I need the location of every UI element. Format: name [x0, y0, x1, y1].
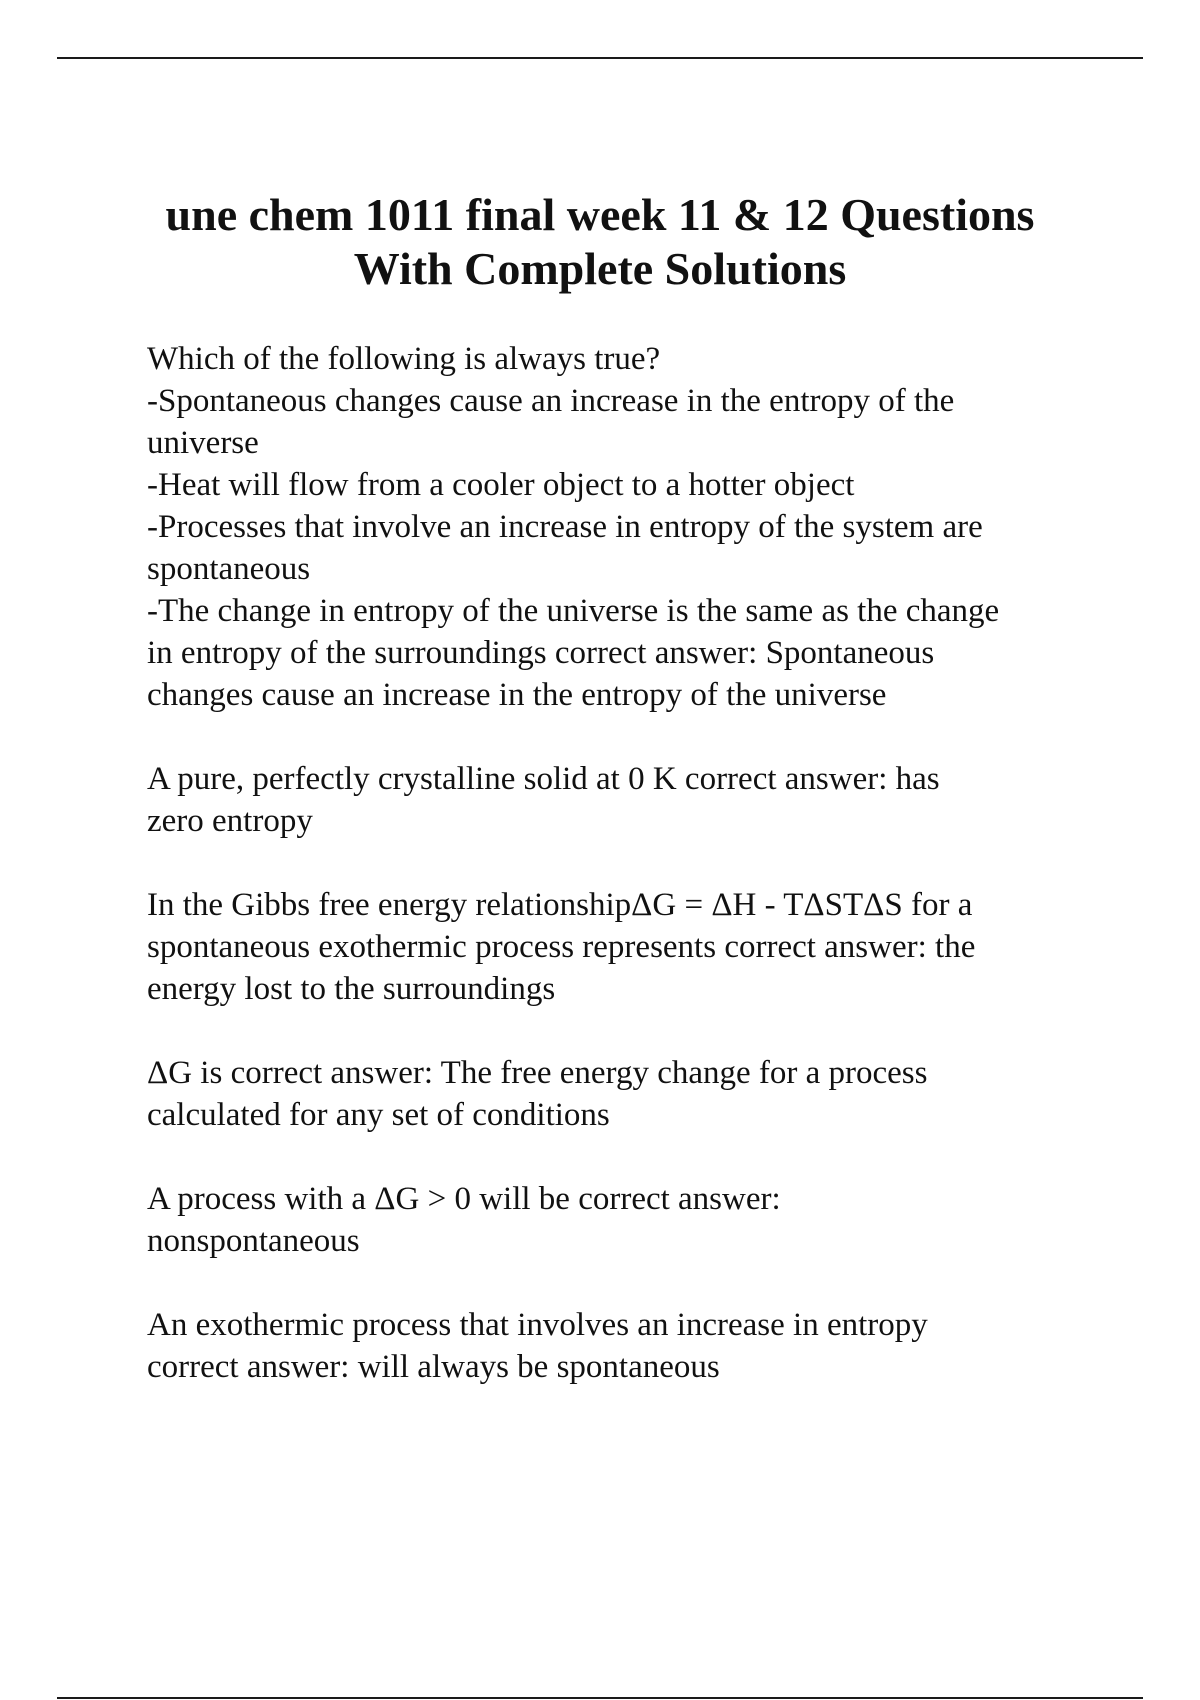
qa-entry [147, 338, 1097, 716]
text-line: ΔG is correct answer: The free energy change for a process [147, 1055, 928, 1091]
text-line: energy lost to the surroundings [147, 971, 556, 1007]
qa-entry [147, 884, 1097, 1010]
text-line: spontaneous [147, 551, 311, 587]
top-divider [57, 57, 1143, 59]
title-line: With Complete Solutions [353, 243, 847, 294]
text-line: An exothermic process that involves an increase in entropy [147, 1307, 928, 1343]
qa-entry [147, 1178, 1097, 1262]
document-title [100, 188, 1100, 296]
text-line: -Spontaneous changes cause an increase in the entropy of the [147, 383, 955, 419]
bottom-divider [57, 1697, 1143, 1699]
qa-entry [147, 1052, 1097, 1136]
text-line: In the Gibbs free energy relationshipΔG = ΔH - TΔSTΔS for a [147, 887, 973, 923]
document-body [147, 338, 1097, 1430]
text-line: changes cause an increase in the entropy of the universe [147, 677, 887, 713]
text-line: -Heat will flow from a cooler object to a hotter object [147, 467, 855, 503]
text-line: universe [147, 425, 259, 461]
qa-entry [147, 1304, 1097, 1388]
text-line: Which of the following is always true? [147, 341, 661, 377]
text-line: -Processes that involve an increase in entropy of the system are [147, 509, 983, 545]
text-line: A pure, perfectly crystalline solid at 0 K correct answer: has [147, 761, 940, 797]
title-line: une chem 1011 final week 11 & 12 Questions [165, 189, 1035, 240]
text-line: zero entropy [147, 803, 313, 839]
text-line: A process with a ΔG > 0 will be correct answer: [147, 1181, 781, 1217]
text-line: nonspontaneous [147, 1223, 360, 1259]
qa-entry [147, 758, 1097, 842]
text-line: correct answer: will always be spontaneous [147, 1349, 720, 1385]
text-line: in entropy of the surroundings correct answer: Spontaneous [147, 635, 935, 671]
text-line: -The change in entropy of the universe is the same as the change [147, 593, 1000, 629]
text-line: spontaneous exothermic process represents correct answer: the [147, 929, 976, 965]
text-line: calculated for any set of conditions [147, 1097, 610, 1133]
